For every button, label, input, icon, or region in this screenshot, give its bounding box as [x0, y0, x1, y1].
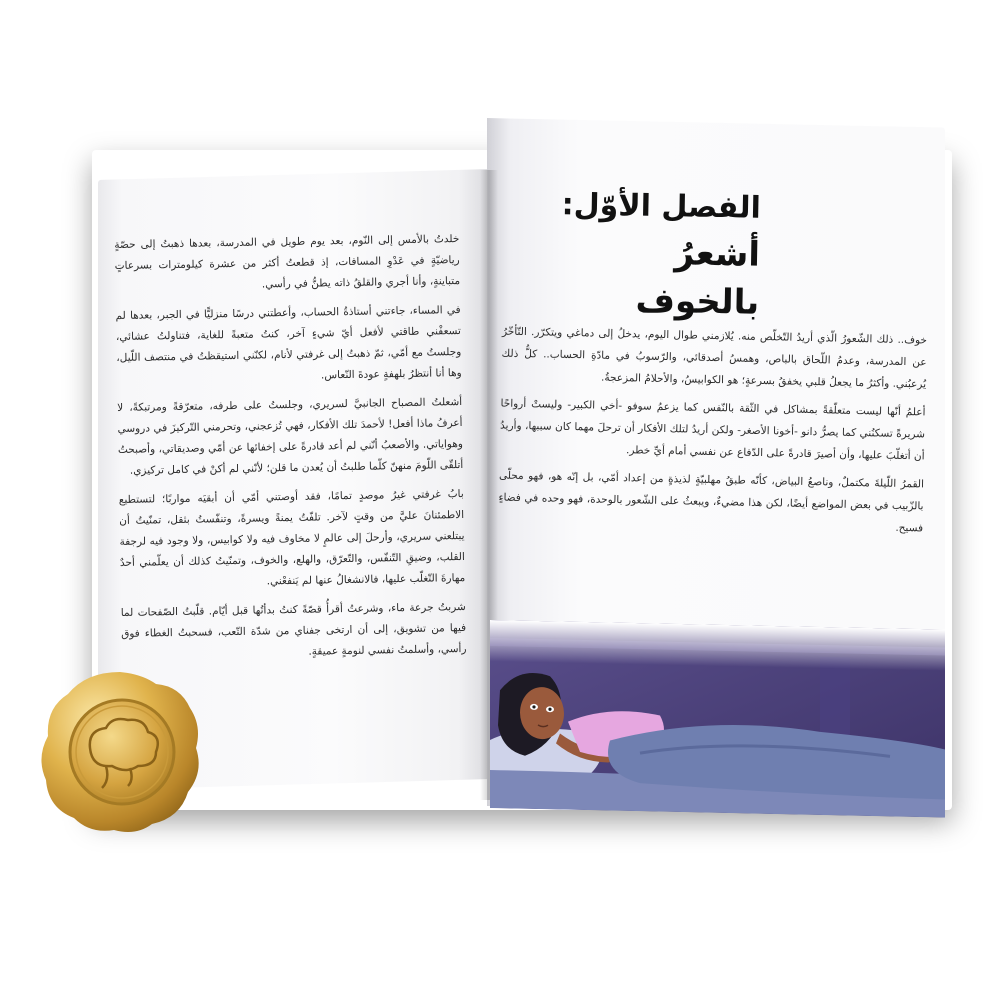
illustration-svg [490, 620, 945, 818]
chapter-heading: أشعرُ بالخوف [635, 233, 761, 323]
sleeping-girl-illustration [490, 620, 945, 818]
top-fade [490, 620, 945, 818]
right-paragraph: القمرُ اللّيلةَ مكتملٌ، وناصعُ البياض، كأنّه طبقُ مهلبيّةٍ لذيذةٍ من إعداد أمّي، بل إنّه هو، فهو محلّى بالزّبيب في بعض المواضع أيضًا، لكن هذا مضيءٌ، ويبعثُ على الشّعور بالوحدة، فهو وحده في فضاءٍ فسيح. [498, 469, 925, 535]
chapter-title [559, 183, 761, 326]
right-paragraph: أعلمُ أنّها ليست متعلّقةً بمشاكل في الثّقة بالنّفس كما يزعمُ سوفو -أخي الكبير- وليستْ أرواحًا شريرةً تسكنُني كما يصرُّ دانو -أخونا الأصغر- ولكن أريدُ لتلك الأفكار أن ترحلَ مهما كان سببها، وأريدُ أن أتغلّبَ عليها، وأن أصيرَ قادرةً على الدّفاع عن نفسي أمام أيِّ خطر. [499, 397, 926, 463]
seal-inner [70, 700, 174, 804]
left-paragraph: أشعلتُ المصباح الجانبيَّ لسريري، وجلستُ على طرفه، متعرّقةً ومرتبكةً، لا أعرفُ ماذا أفعل! لأحمدَ تلك الأفكار، فهي تُزعجني، وتحرمني التّركيزَ في دروسي وهواياتي. والأصعبُ أنّني لم أعد قادرةً على إخفائها عن أمّي وصديقاتي، وأصبحتُ أتلقّى اللّومَ منهنّ كلّما طلبتُ أن يُعدن ما قلن؛ لأنّني لم أكنْ في كامل تركيزي. [117, 395, 464, 477]
seal-svg [40, 668, 202, 836]
left-paragraph: شربتُ جرعة ماء، وشرعتُ أقرأُ قصّةً كنتُ بدأتُها قبل أيّام. قلّبتُ الصّفحات لما فيها من تشويق، إلى أن ارتخى جفناي من شدّة التّعب، فسحبتُ الغطاء فوق رأسي، وأسلمتُ نفسي لنومةٍ عميقةٍ. [120, 600, 467, 658]
left-paragraph: خلدتُ بالأمس إلى النّوم، بعد يوم طويل في المدرسة، بعدها ذهبتُ إلى حصّةٍ رياضيّةٍ في عَدْوِ المسافات، إذ قطعتُ أكثر من عشرة كيلومترات بسرعاتٍ متباينةٍ، وأنا أجري والقلقُ ذاته يطنُّ في رأسي. [114, 233, 461, 291]
chapter-number: الفصل الأوّل: [561, 187, 762, 226]
right-paragraph: خوف.. ذلك الشّعورُ الّذي أريدُ التّخلّص منه. يُلازمني طوال اليوم، يدخلُ إلى دماغي ويتكرّر. التّأخّرُ عن المدرسة، وعدمُ اللّحاق بالباص، وهمسُ أصدقائي، والرّسوبُ في مادّةِ الحساب.. كلُّ ذلك يُرعبُني. وأكثرُ ما يجعلُ قلبي يخفقُ بسرعةٍ؛ هو الكوابيسُ، والأحلامُ المزعجةُ. [501, 325, 928, 391]
left-paragraph: في المساء، جاءتني أستاذةُ الحساب، وأعطتني درسًا منزليًّا في الجبر، بعدها لم تسعفْني طاقتي لأفعل أيّ شيءٍ آخر، كنتُ متعبةً للغاية، فتناولتُ عشائي، وجلستُ مع أمّي، ثمّ ذهبتُ إلى غرفتي لأنام، لكنّني استيقظتُ في منتصف اللّيل، وها أنا أنتظرُ بلهفةٍ عودةَ النّعاس. [115, 304, 462, 382]
left-page-text [114, 229, 467, 674]
left-paragraph: بابُ غرفتي غيرُ موصدٍ تمامًا، فقد أوصتني أمّي أن أبقيَه مواربًا؛ لتستطيع الاطمئنانَ عليَّ من وقتٍ لآخر. تلفّتُ يمنةً ويسرةً، وتنفّستُ بثقل، تمنّيتُ أن يبتلعني سريري، وأرحلَ إلى عالمٍ لا مخاوف فيه ولا كوابيس، ولا وجود فيه لرجفة القلب، وضيقِ التّنفّس، والتّعرّق، والهلع، والخوف، وتمنّيتُ كذلك أن يعلّمني أحدٌ مهارةَ التّغلّب عليها، فالانشغالُ عنها لم يَنفعْني. [118, 487, 466, 588]
gold-wax-seal-icon [40, 668, 202, 836]
right-page-text [498, 321, 927, 546]
